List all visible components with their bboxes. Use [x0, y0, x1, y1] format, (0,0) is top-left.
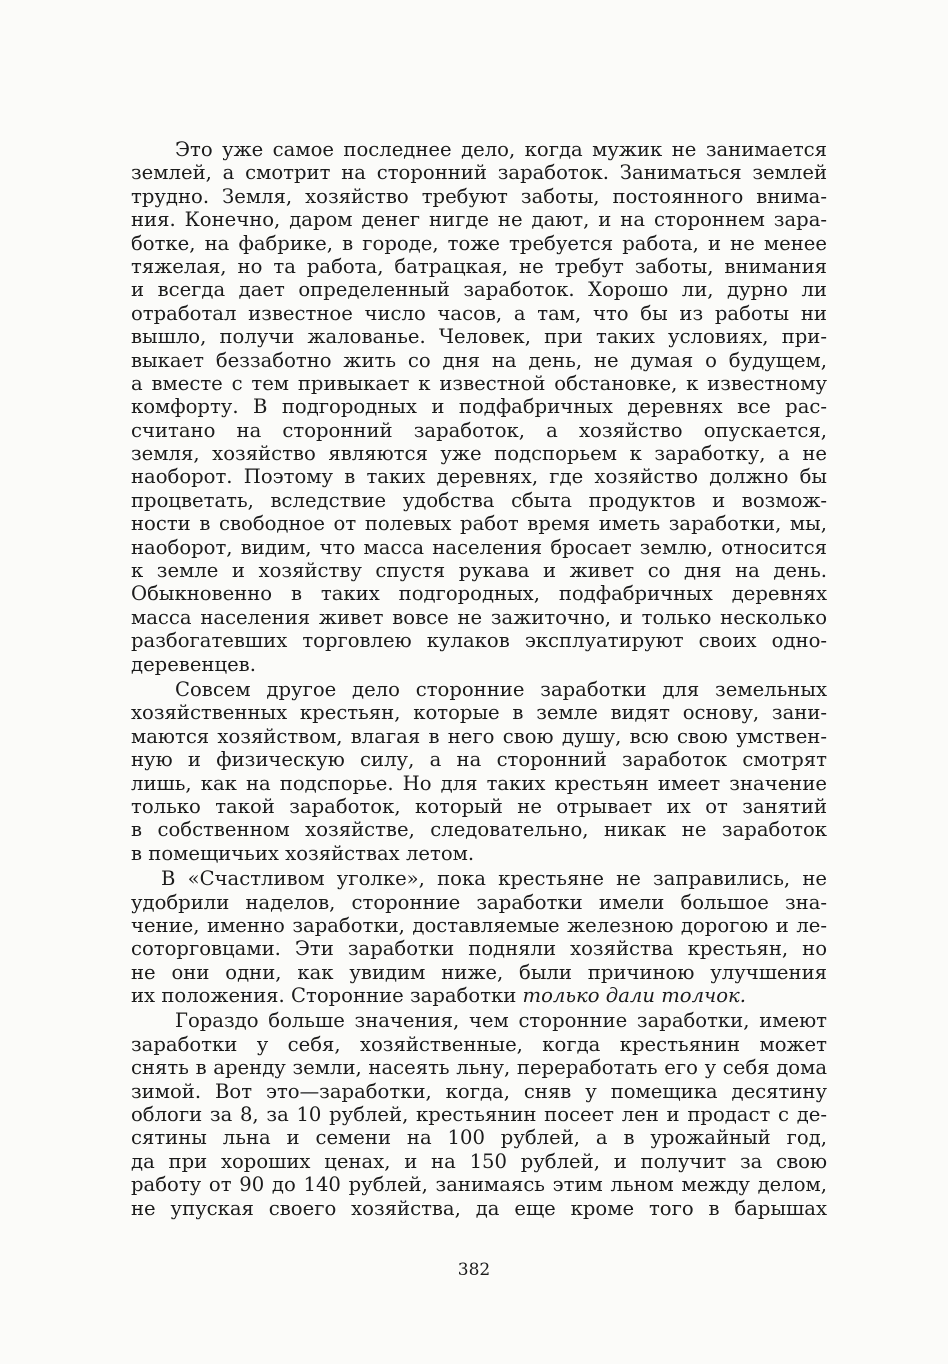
text-line: вышло, получи жалованье. Человек, при таких условиях, при- [131, 325, 827, 349]
text-line: Это уже самое последнее дело, когда мужик не занимается [175, 138, 827, 161]
paragraph-3 [131, 867, 827, 1007]
text-line: маются хозяйством, влагая в него свою душу, всю свою умствен- [131, 724, 827, 748]
page-text [131, 138, 827, 1220]
text-line: Обыкновенно в таких подгородных, подфабричных деревнях [131, 582, 827, 606]
text-line: ную и физическую силу, а на сторонний заработок смотрят [131, 748, 827, 772]
text-line-plain: их положения. Сторонние заработки [131, 984, 523, 1008]
text-line: хозяйственных крестьян, которые в земле видят основу, зани- [131, 701, 827, 725]
text-line: только такой заработок, который не отрывает их от занятий [131, 794, 827, 818]
text-line: комфорту. В подгородных и подфабричных деревнях все рас- [131, 395, 827, 419]
text-line: отработал известное число часов, а там, что бы из работы ни [131, 301, 827, 325]
text-line: лишь, как на подспорье. Но для таких крестьян имеет значение [131, 771, 827, 795]
text-line: в помещичьих хозяйствах летом. [131, 841, 475, 865]
text-line: В «Счастливом уголке», пока крестьяне не заправились, не [161, 867, 827, 891]
text-line: деревенцев. [131, 652, 256, 676]
text-line: процветать, вследствие удобства сбыта продуктов и возмож- [131, 488, 827, 512]
text-line: не они одни, как увидим ниже, были причиною улучшения [131, 960, 827, 984]
text-line: масса населения живет вовсе не зажиточно, и только несколько [131, 605, 827, 629]
text-line: ботке, на фабрике, в городе, тоже требуется работа, и не менее [131, 231, 827, 255]
text-line: выкает беззаботно жить со дня на день, не думая о будущем, [131, 348, 827, 372]
paragraph-1 [131, 138, 827, 676]
text-line: трудно. Земля, хозяйство требуют заботы, постоянного внима- [131, 184, 827, 208]
text-line: Совсем другое дело сторонние заработки для земельных [175, 677, 827, 701]
text-line: земля, хозяйство являются уже подспорьем к заработку, а не [131, 442, 827, 466]
text-line: чение, именно заработки, доставляемые железною дорогою и ле- [131, 913, 827, 937]
text-line: ности в свободное от полевых работ время иметь заработки, мы, [131, 512, 827, 536]
text-line: землей, а смотрит на сторонний заработок. Заниматься землей [131, 161, 827, 185]
text-line-italic: только дали толчок. [522, 984, 746, 1008]
text-line [131, 984, 827, 1007]
text-line: наоборот. Поэтому в таких деревнях, где хозяйство должно бы [131, 465, 827, 489]
text-line: работу от 90 до 140 рублей, занимаясь этим льном между делом, [131, 1173, 827, 1197]
text-line: наоборот, видим, что масса населения бросает землю, относится [131, 535, 827, 559]
page-number: 382 [457, 1260, 491, 1280]
text-line: а вместе с тем привыкает к известной обстановке, к известному [131, 371, 827, 395]
text-line: тяжелая, но та работа, батрацкая, не требут заботы, внимания [131, 254, 827, 278]
text-line: снять в аренду земли, насеять льну, переработать его у себя дома [131, 1056, 827, 1080]
text-line: зимой. Вот это—заработки, когда, сняв у помещика десятину [131, 1079, 827, 1103]
text-line: Гораздо больше значения, чем сторонние заработки, имеют [175, 1009, 827, 1033]
text-line: не упуская своего хозяйства, да еще кроме того в барышах [131, 1196, 827, 1220]
text-line: соторговцами. Эти заработки подняли хозяйства крестьян, но [131, 937, 827, 961]
text-line: заработки у себя, хозяйственные, когда крестьянин может [131, 1032, 827, 1056]
paragraph-2 [131, 678, 827, 865]
text-line: и всегда дает определенный заработок. Хорошо ли, дурно ли [131, 278, 827, 302]
paragraph-4 [131, 1009, 827, 1220]
text-line: считано на сторонний заработок, а хозяйство опускается, [131, 418, 827, 442]
text-line: сятины льна и семени на 100 рублей, а в урожайный год, [131, 1126, 827, 1150]
text-line: облоги за 8, за 10 рублей, крестьянин посеет лен и продаст с де- [131, 1103, 827, 1127]
text-line: разбогатевших торговлею кулаков эксплуатируют своих одно- [131, 629, 827, 653]
text-line: к земле и хозяйству спустя рукава и живет со дня на день. [131, 559, 827, 583]
text-line: да при хороших ценах, и на 150 рублей, и получит за свою [131, 1149, 827, 1173]
text-line: в собственном хозяйстве, следовательно, никак не заработок [131, 818, 827, 842]
text-line: удобрили наделов, сторонние заработки имели большое зна- [131, 890, 827, 914]
text-line: ния. Конечно, даром денег нигде не дают, и на стороннем зара- [131, 208, 827, 232]
